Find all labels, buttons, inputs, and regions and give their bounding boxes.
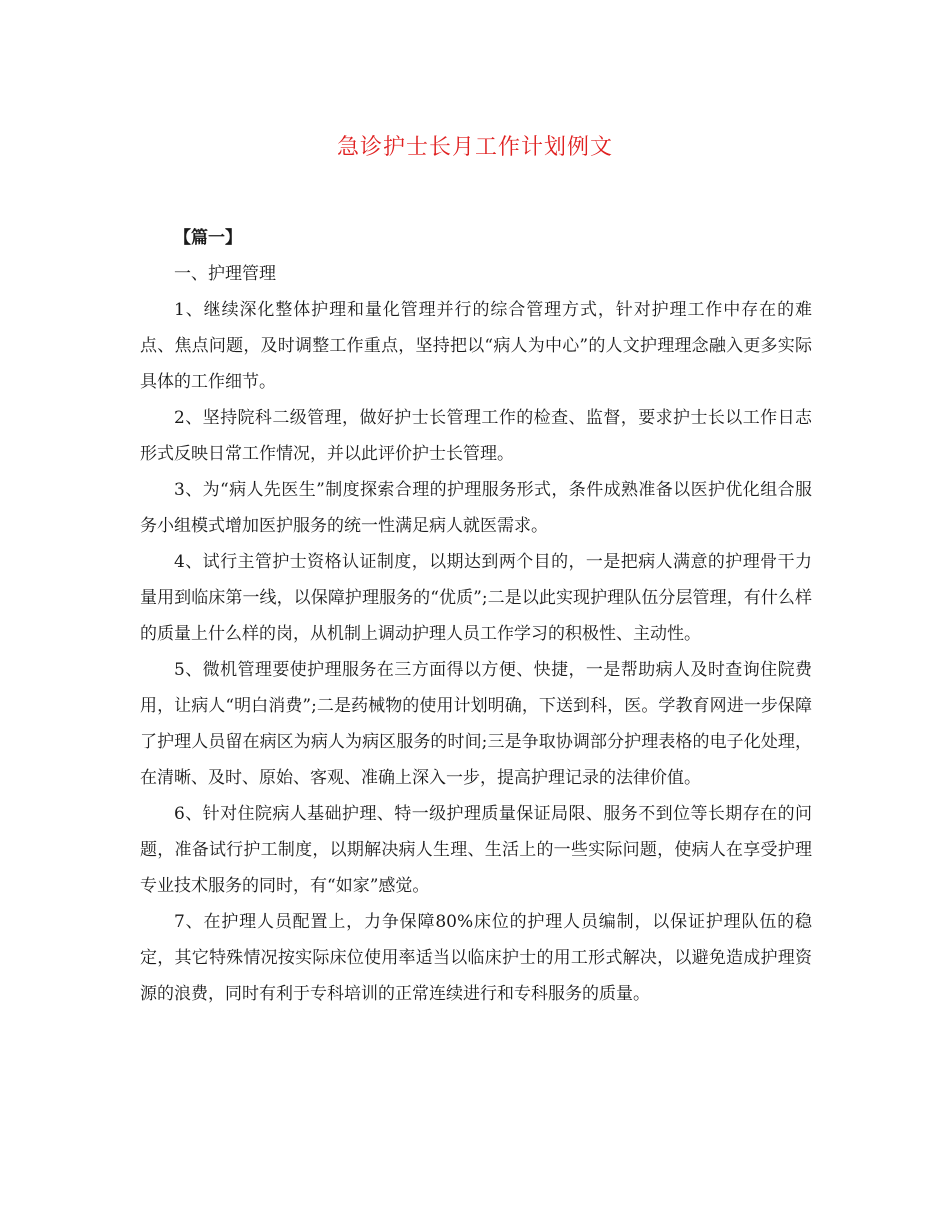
paragraph-4: 4、试行主管护士资格认证制度，以期达到两个目的，一是把病人满意的护理骨干力量用到临床第一线，以保障护理服务的“优质”;二是以此实现护理队伍分层管理，有什么样的质量上什么样的岗，从机制上调动护理人员工作学习的积极性、主动性。 (140, 552, 812, 644)
subheading: 一、护理管理 (174, 264, 276, 284)
paragraph-3: 3、为“病人先医生”制度探索合理的护理服务形式，条件成熟准备以医护优化组合服务小组模式增加医护服务的统一性满足病人就医需求。 (140, 480, 812, 536)
paragraph-5: 5、微机管理要使护理服务在三方面得以方便、快捷，一是帮助病人及时查询住院费用，让病人“明白消费”;二是药械物的使用计划明确，下送到科，医。学教育网进一步保障了护理人员留在病区为病人为病区服务的时间;三是争取协调部分护理表格的电子化处理，在清晰、及时、原始、客观、准确上深入一步，提高护理记录的法律价值。 (140, 660, 812, 788)
paragraph-2: 2、坚持院科二级管理，做好护士长管理工作的检查、监督，要求护士长以工作日志形式反映日常工作情况，并以此评价护士长管理。 (140, 408, 812, 464)
document-body (140, 220, 812, 1012)
paragraph-1: 1、继续深化整体护理和量化管理并行的综合管理方式，针对护理工作中存在的难点、焦点问题，及时调整工作重点，坚持把以“病人为中心”的人文护理理念融入更多实际具体的工作细节。 (140, 300, 812, 392)
paragraph-6: 6、针对住院病人基础护理、特一级护理质量保证局限、服务不到位等长期存在的问题，准备试行护工制度，以期解决病人生理、生活上的一些实际问题，使病人在享受护理专业技术服务的同时，有“如家”感觉。 (140, 804, 812, 896)
paragraph-7: 7、在护理人员配置上，力争保障80%床位的护理人员编制，以保证护理队伍的稳定，其它特殊情况按实际床位使用率适当以临床护士的用工形式解决，以避免造成护理资源的浪费，同时有利于专科培训的正常连续进行和专科服务的质量。 (140, 912, 812, 1004)
document-title: 急诊护士长月工作计划例文 (336, 135, 613, 160)
section-label: 【篇一】 (174, 228, 242, 248)
